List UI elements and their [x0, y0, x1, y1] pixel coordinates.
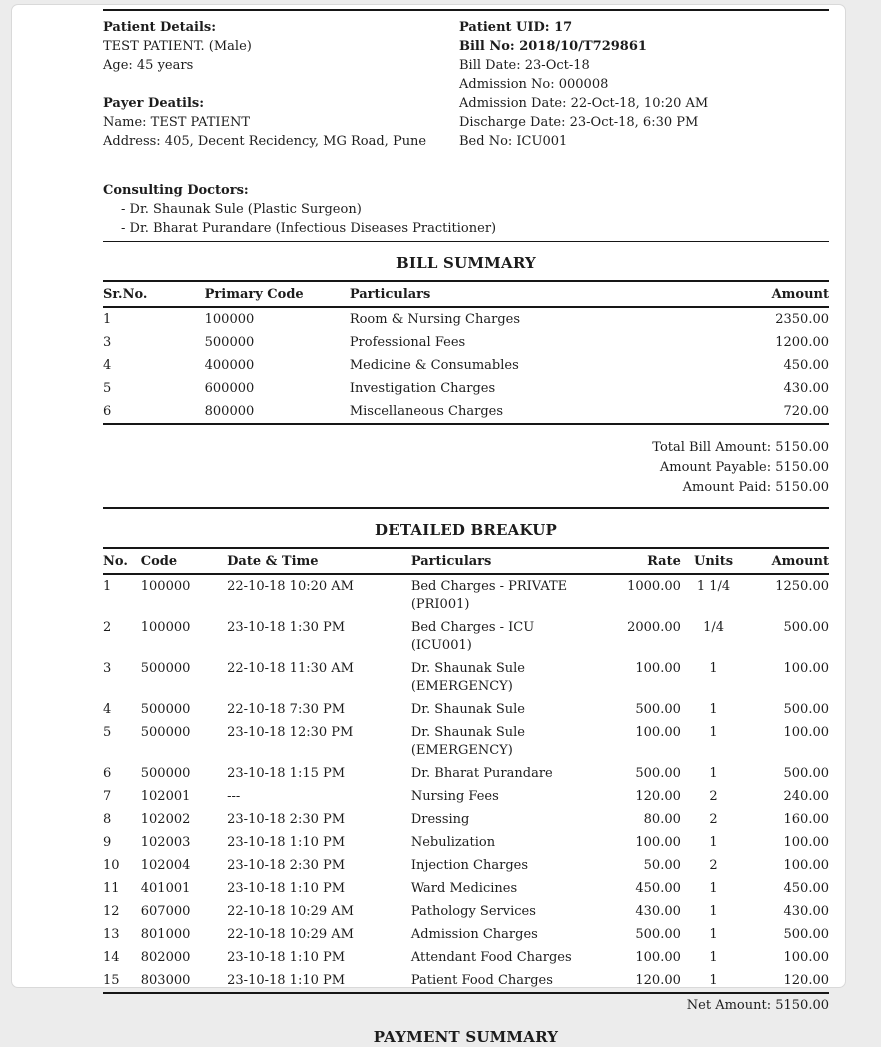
payment-summary-title: PAYMENT SUMMARY — [373, 1028, 559, 1046]
particulars-line: Dr. Shaunak Sule — [410, 660, 525, 676]
totals-divider — [103, 507, 829, 509]
discharge-date: Discharge Date: 23-Oct-18, 6:30 PM — [459, 115, 699, 130]
bill-summary-row — [103, 307, 829, 331]
cell-particulars: Investigation Charges — [349, 380, 496, 396]
cell-code: 401001 — [140, 880, 191, 896]
cell-rate: 80.00 — [643, 811, 681, 827]
cell-particulars: Room & Nursing Charges — [349, 311, 521, 327]
bill-summary-row — [103, 354, 829, 377]
consulting-doctor-item: - Dr. Bharat Purandare (Infectious Diseases Practitioner) — [121, 221, 497, 236]
patient-details-block — [103, 18, 459, 75]
cell-code: 102001 — [140, 788, 191, 804]
cell-units: 1 — [709, 926, 718, 942]
particulars-line: Dr. Bharat Purandare — [410, 765, 553, 781]
detailed-breakup-row — [103, 946, 829, 969]
cell-datetime: 22-10-18 11:30 AM — [227, 660, 354, 676]
cell-particulars — [411, 657, 593, 698]
cell-amount: 500.00 — [783, 926, 829, 942]
cell-amount: 500.00 — [783, 765, 829, 781]
admission-date: Admission Date: 22-Oct-18, 10:20 AM — [459, 96, 709, 111]
cell-particulars — [411, 831, 593, 854]
bed-number: Bed No: ICU001 — [459, 134, 568, 149]
net-amount-line — [103, 996, 829, 1016]
bill-summary-header-row — [103, 281, 829, 307]
cell-no: 14 — [103, 949, 120, 965]
bill-date: Bill Date: 23-Oct-18 — [459, 58, 590, 73]
cell-particulars — [411, 616, 593, 657]
column-header-srno: Sr.No. — [103, 281, 205, 307]
bill-document-page — [11, 4, 846, 1046]
bill-info-block — [459, 18, 829, 151]
particulars-line: Dressing — [410, 811, 470, 827]
net-amount-label: Net Amount: — [686, 998, 772, 1013]
particulars-line: Dr. Shaunak Sule — [410, 701, 525, 717]
cell-units: 2 — [709, 788, 718, 804]
cell-units: 1 — [709, 903, 718, 919]
cell-amount: 1250.00 — [775, 578, 829, 594]
payer-details-block — [103, 94, 459, 151]
column-header-particulars: Particulars — [411, 548, 593, 574]
bill-number: Bill No: 2018/10/T729861 — [459, 39, 647, 54]
cell-rate: 2000.00 — [627, 619, 681, 635]
cell-no: 11 — [103, 880, 120, 896]
cell-particulars — [411, 900, 593, 923]
cell-particulars — [411, 721, 593, 762]
particulars-line: Patient Food Charges — [410, 972, 553, 988]
cell-amount: 500.00 — [783, 701, 829, 717]
cell-no: 9 — [103, 834, 112, 850]
total-line — [103, 478, 829, 498]
detailed-breakup-row — [103, 616, 829, 657]
patient-details-heading: Patient Details: — [103, 20, 217, 35]
cell-no: 15 — [103, 972, 120, 988]
column-header-no: No. — [103, 548, 141, 574]
cell-units: 1 — [709, 949, 718, 965]
bill-summary-row — [103, 377, 829, 400]
detailed-breakup-title: DETAILED BREAKUP — [375, 521, 557, 539]
cell-code: 102002 — [140, 811, 191, 827]
cell-amount: 120.00 — [783, 972, 829, 988]
cell-primary-code: 500000 — [204, 334, 255, 350]
payer-name: Name: TEST PATIENT — [103, 115, 251, 130]
cell-datetime: 23-10-18 1:30 PM — [227, 619, 346, 635]
patient-uid: Patient UID: 17 — [459, 20, 573, 35]
cell-datetime: --- — [227, 788, 241, 804]
detailed-breakup-row — [103, 698, 829, 721]
cell-datetime: 22-10-18 10:20 AM — [227, 578, 354, 594]
detailed-breakup-row — [103, 877, 829, 900]
cell-rate: 120.00 — [635, 972, 681, 988]
cell-rate: 1000.00 — [627, 578, 681, 594]
particulars-line: (PRI001) — [410, 596, 470, 612]
column-header-amount: Amount — [698, 281, 829, 307]
net-amount-value: 5150.00 — [775, 998, 829, 1013]
cell-srno: 4 — [103, 357, 112, 373]
cell-code: 803000 — [140, 972, 191, 988]
column-header-amount: Amount — [746, 548, 829, 574]
bill-summary-title: BILL SUMMARY — [396, 254, 536, 272]
cell-units: 1 — [709, 660, 718, 676]
particulars-line: (EMERGENCY) — [410, 742, 513, 758]
cell-particulars — [411, 946, 593, 969]
cell-particulars — [411, 762, 593, 785]
cell-amount: 100.00 — [783, 949, 829, 965]
cell-no: 6 — [103, 765, 112, 781]
cell-no: 8 — [103, 811, 112, 827]
bill-summary-table — [103, 280, 829, 425]
column-header-datetime: Date & Time — [227, 548, 411, 574]
cell-amount: 160.00 — [783, 811, 829, 827]
bill-summary-row — [103, 400, 829, 424]
column-header-primary-code: Primary Code — [205, 281, 350, 307]
particulars-line: Dr. Shaunak Sule — [410, 724, 525, 740]
particulars-line: (EMERGENCY) — [410, 678, 513, 694]
cell-rate: 450.00 — [635, 880, 681, 896]
cell-srno: 6 — [103, 403, 112, 419]
cell-units: 1 — [709, 701, 718, 717]
cell-rate: 500.00 — [635, 765, 681, 781]
cell-datetime: 23-10-18 1:10 PM — [227, 949, 346, 965]
cell-particulars — [411, 785, 593, 808]
cell-rate: 100.00 — [635, 949, 681, 965]
cell-datetime: 22-10-18 10:29 AM — [227, 926, 354, 942]
total-line — [103, 438, 829, 458]
cell-code: 801000 — [140, 926, 191, 942]
total-line — [103, 458, 829, 478]
bill-summary-row — [103, 331, 829, 354]
cell-datetime: 23-10-18 2:30 PM — [227, 811, 346, 827]
cell-amount: 100.00 — [783, 724, 829, 740]
consulting-doctor-item: - Dr. Shaunak Sule (Plastic Surgeon) — [121, 202, 362, 217]
bill-totals-block — [103, 438, 829, 498]
total-value: 5150.00 — [775, 460, 829, 475]
cell-code: 500000 — [140, 765, 191, 781]
cell-units: 2 — [709, 857, 718, 873]
total-label: Amount Paid: — [682, 480, 776, 495]
cell-datetime: 23-10-18 12:30 PM — [227, 724, 354, 740]
cell-rate: 100.00 — [635, 834, 681, 850]
cell-srno: 3 — [103, 334, 112, 350]
cell-code: 102004 — [140, 857, 191, 873]
cell-datetime: 23-10-18 1:10 PM — [227, 972, 346, 988]
cell-no: 2 — [103, 619, 112, 635]
detailed-breakup-row — [103, 923, 829, 946]
cell-code: 102003 — [140, 834, 191, 850]
cell-datetime: 22-10-18 7:30 PM — [227, 701, 346, 717]
cell-datetime: 23-10-18 1:10 PM — [227, 834, 346, 850]
cell-amount: 2350.00 — [775, 311, 829, 327]
particulars-line: Nursing Fees — [410, 788, 499, 804]
cell-primary-code: 800000 — [204, 403, 255, 419]
admission-number: Admission No: 000008 — [459, 77, 609, 92]
cell-primary-code: 100000 — [204, 311, 255, 327]
cell-rate: 50.00 — [643, 857, 681, 873]
cell-units: 1 — [709, 834, 718, 850]
detailed-breakup-row — [103, 657, 829, 698]
cell-units: 1 — [709, 724, 718, 740]
patient-age: Age: 45 years — [103, 58, 194, 73]
particulars-line: Ward Medicines — [410, 880, 518, 896]
consulting-doctors-block — [103, 181, 829, 238]
cell-units: 1 — [709, 765, 718, 781]
cell-units: 2 — [709, 811, 718, 827]
column-header-rate: Rate — [593, 548, 681, 574]
cell-srno: 1 — [103, 311, 112, 327]
cell-no: 7 — [103, 788, 112, 804]
consulting-doctors-heading: Consulting Doctors: — [103, 183, 249, 198]
detailed-breakup-table — [103, 547, 829, 994]
cell-rate: 500.00 — [635, 926, 681, 942]
payer-address: Address: 405, Decent Recidency, MG Road, Pune — [103, 134, 427, 149]
cell-particulars — [411, 923, 593, 946]
cell-code: 100000 — [140, 578, 191, 594]
cell-particulars — [411, 698, 593, 721]
cell-amount: 100.00 — [783, 834, 829, 850]
cell-no: 12 — [103, 903, 120, 919]
cell-amount: 500.00 — [783, 619, 829, 635]
detailed-breakup-row — [103, 900, 829, 923]
header-info-section — [103, 18, 829, 151]
particulars-line: Pathology Services — [410, 903, 536, 919]
particulars-line: Attendant Food Charges — [410, 949, 572, 965]
cell-amount: 430.00 — [783, 903, 829, 919]
cell-particulars — [411, 574, 593, 616]
particulars-line: Injection Charges — [410, 857, 529, 873]
detailed-breakup-row — [103, 969, 829, 993]
cell-amount: 450.00 — [783, 357, 829, 373]
column-header-code: Code — [141, 548, 227, 574]
particulars-line: Admission Charges — [410, 926, 538, 942]
cell-particulars — [411, 808, 593, 831]
top-divider — [103, 9, 829, 11]
cell-amount: 430.00 — [783, 380, 829, 396]
detailed-breakup-row — [103, 574, 829, 616]
cell-no: 4 — [103, 701, 112, 717]
cell-particulars: Medicine & Consumables — [349, 357, 519, 373]
total-value: 5150.00 — [775, 480, 829, 495]
cell-code: 500000 — [140, 724, 191, 740]
cell-particulars — [411, 877, 593, 900]
cell-amount: 1200.00 — [775, 334, 829, 350]
cell-datetime: 23-10-18 2:30 PM — [227, 857, 346, 873]
cell-no: 13 — [103, 926, 120, 942]
cell-units: 1/4 — [703, 619, 724, 635]
cell-no: 10 — [103, 857, 120, 873]
cell-units: 1 — [709, 880, 718, 896]
total-label: Total Bill Amount: — [652, 440, 776, 455]
detailed-breakup-row — [103, 808, 829, 831]
cell-rate: 430.00 — [635, 903, 681, 919]
cell-amount: 240.00 — [783, 788, 829, 804]
particulars-line: Bed Charges - ICU — [410, 619, 535, 635]
cell-amount: 450.00 — [783, 880, 829, 896]
cell-srno: 5 — [103, 380, 112, 396]
patient-name-gender: TEST PATIENT. (Male) — [103, 39, 252, 54]
detailed-breakup-row — [103, 762, 829, 785]
doctors-divider — [103, 241, 829, 242]
detailed-breakup-row — [103, 785, 829, 808]
cell-amount: 100.00 — [783, 857, 829, 873]
cell-datetime: 22-10-18 10:29 AM — [227, 903, 354, 919]
cell-units: 1 1/4 — [696, 578, 731, 594]
cell-no: 3 — [103, 660, 112, 676]
cell-code: 100000 — [140, 619, 191, 635]
cell-amount: 720.00 — [783, 403, 829, 419]
cell-amount: 100.00 — [783, 660, 829, 676]
column-header-particulars: Particulars — [350, 281, 698, 307]
cell-primary-code: 400000 — [204, 357, 255, 373]
particulars-line: Bed Charges - PRIVATE — [410, 578, 568, 594]
cell-particulars: Miscellaneous Charges — [349, 403, 504, 419]
detailed-breakup-row — [103, 831, 829, 854]
cell-code: 500000 — [140, 660, 191, 676]
detailed-breakup-header-row — [103, 548, 829, 574]
cell-datetime: 23-10-18 1:10 PM — [227, 880, 346, 896]
payer-details-heading: Payer Deatils: — [103, 96, 205, 111]
detailed-breakup-row — [103, 721, 829, 762]
total-label: Amount Payable: — [659, 460, 776, 475]
cell-no: 1 — [103, 578, 112, 594]
cell-particulars — [411, 854, 593, 877]
particulars-line: (ICU001) — [410, 637, 472, 653]
column-header-units: Units — [681, 548, 746, 574]
total-value: 5150.00 — [775, 440, 829, 455]
cell-datetime: 23-10-18 1:15 PM — [227, 765, 346, 781]
cell-code: 500000 — [140, 701, 191, 717]
cell-primary-code: 600000 — [204, 380, 255, 396]
cell-rate: 100.00 — [635, 724, 681, 740]
cell-particulars: Professional Fees — [349, 334, 466, 350]
cell-rate: 120.00 — [635, 788, 681, 804]
cell-no: 5 — [103, 724, 112, 740]
detailed-breakup-row — [103, 854, 829, 877]
cell-code: 802000 — [140, 949, 191, 965]
bill-document-content — [12, 5, 845, 1047]
cell-rate: 100.00 — [635, 660, 681, 676]
cell-particulars — [411, 969, 593, 993]
cell-units: 1 — [709, 972, 718, 988]
cell-rate: 500.00 — [635, 701, 681, 717]
particulars-line: Nebulization — [410, 834, 496, 850]
cell-code: 607000 — [140, 903, 191, 919]
